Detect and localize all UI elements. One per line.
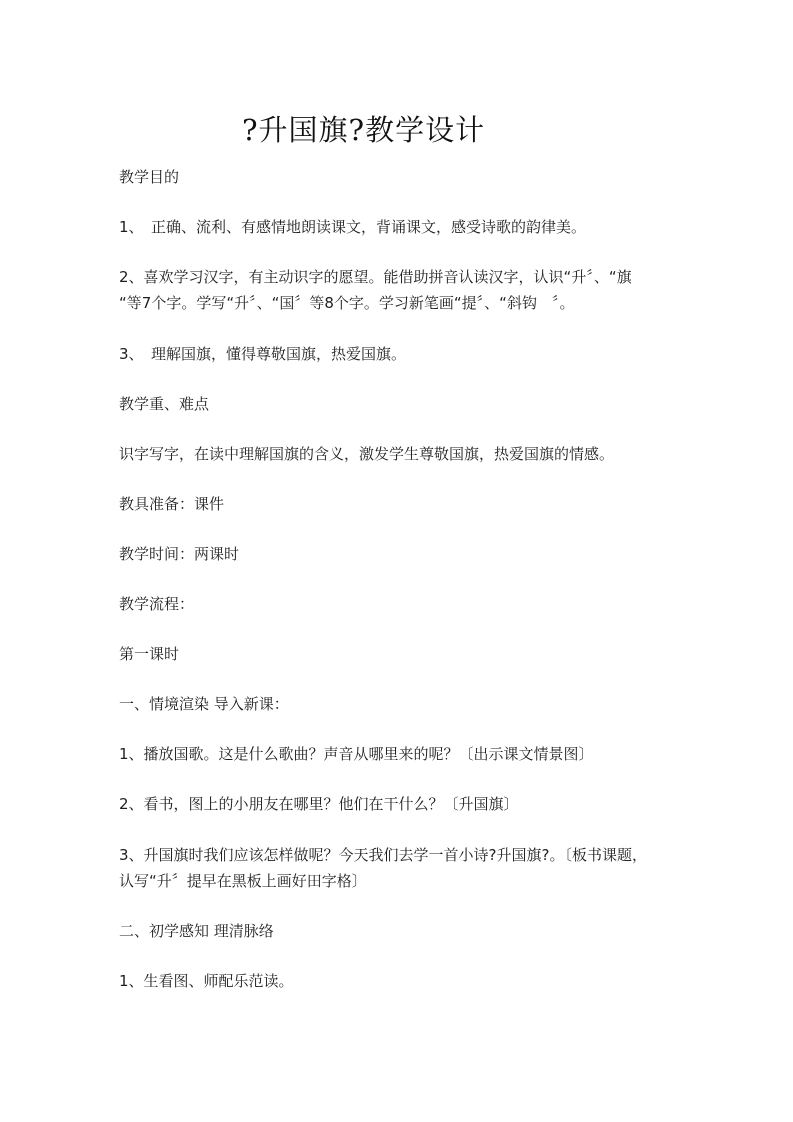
materials-line: 教具准备：课件 (119, 495, 225, 513)
section-two-step-1: 1、生看图、师配乐范读。 (119, 972, 294, 990)
goal-item-2-line-1: 2、喜欢学习汉字，有主动识字的愿望。能借助拼音认读汉字，认识“升〞、“旗 (119, 268, 632, 286)
section-two-heading: 二、初学感知 理清脉络 (119, 922, 274, 940)
key-points-text: 识字写字，在读中理解国旗的含义，激发学生尊敬国旗，热爱国旗的情感。 (119, 445, 615, 463)
time-line: 教学时间：两课时 (119, 545, 240, 563)
step-1: 1、播放国歌。这是什么歌曲？声音从哪里来的呢？〔出示课文情景图〕 (119, 745, 594, 763)
heading-key-points: 教学重、难点 (119, 395, 210, 413)
document-title: ?升国旗?教学设计 (242, 113, 486, 147)
goal-item-2-line-2: “等7个字。学写“升〞、“国〞等8个字。学习新笔画“提〞、“斜钩 〞。 (119, 294, 575, 312)
step-3-line-2: 认写“升〞提早在黑板上画好田字格〕 (119, 872, 367, 890)
heading-process: 教学流程： (119, 595, 195, 613)
step-3-line-1: 3、升国旗时我们应该怎样做呢？今天我们去学一首小诗?升国旗?。〔板书课题， (119, 846, 647, 864)
section-one-heading: 一、情境渲染 导入新课： (119, 695, 289, 713)
heading-teaching-goals: 教学目的 (119, 168, 180, 186)
goal-item-3: 3、 理解国旗，懂得尊敬国旗，热爱国旗。 (119, 345, 407, 363)
step-2: 2、看书，图上的小朋友在哪里？他们在干什么？〔升国旗〕 (119, 795, 519, 813)
goal-item-1: 1、 正确、流利、有感情地朗读课文，背诵课文，感受诗歌的韵律美。 (119, 218, 587, 236)
heading-first-lesson: 第一课时 (119, 645, 180, 663)
